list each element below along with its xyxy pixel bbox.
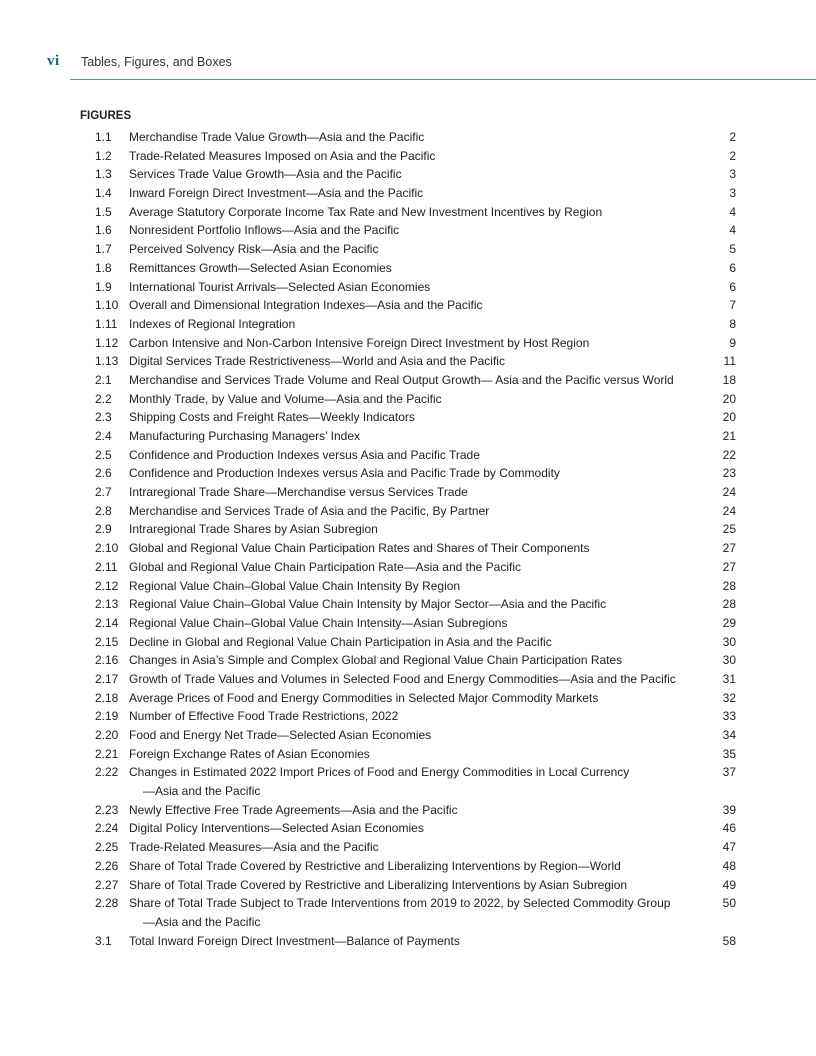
header-rule xyxy=(70,79,816,80)
figure-entry[interactable] xyxy=(0,128,816,147)
figure-title: Total Inward Foreign Direct Investment—Balance of Payments xyxy=(129,933,460,948)
figure-title: Regional Value Chain–Global Value Chain Intensity—Asian Subregions xyxy=(129,615,508,630)
figure-entry[interactable] xyxy=(0,745,816,764)
figure-number: 2.15 xyxy=(95,634,119,649)
figure-number: 2.24 xyxy=(95,821,119,836)
figure-page-number: 24 xyxy=(722,485,736,500)
figure-number: 1.2 xyxy=(95,148,112,163)
figure-entry[interactable] xyxy=(0,707,816,726)
figure-number: 2.19 xyxy=(95,709,119,724)
figure-number: 2.26 xyxy=(95,858,119,873)
figure-page-number: 48 xyxy=(722,858,736,873)
figure-title: Monthly Trade, by Value and Volume—Asia and the Pacific xyxy=(129,391,442,406)
figure-number: 2.22 xyxy=(95,765,119,780)
figure-number: 2.2 xyxy=(95,391,112,406)
figure-page-number: 30 xyxy=(722,634,736,649)
figure-title: Growth of Trade Values and Volumes in Selected Food and Energy Commodities—Asia and the Pacific xyxy=(129,671,676,686)
figure-title: Changes in Asia’s Simple and Complex Global and Regional Value Chain Participation Rates xyxy=(129,653,623,668)
figure-page-number: 23 xyxy=(722,466,736,481)
figure-title: Merchandise and Services Trade Volume and Real Output Growth— Asia and the Pacific versus World xyxy=(129,372,674,387)
figure-number: 2.21 xyxy=(95,746,119,761)
figure-page-number: 6 xyxy=(729,279,736,294)
figure-page-number: 22 xyxy=(722,447,736,462)
figure-entry[interactable] xyxy=(0,819,816,838)
figure-entry[interactable] xyxy=(0,446,816,465)
figure-entry[interactable] xyxy=(0,203,816,222)
figure-number: 2.18 xyxy=(95,690,119,705)
figure-page-number: 32 xyxy=(722,690,736,705)
figure-title: Trade-Related Measures Imposed on Asia and the Pacific xyxy=(129,148,436,163)
figure-title: Merchandise Trade Value Growth—Asia and the Pacific xyxy=(129,130,425,144)
figure-entry[interactable] xyxy=(0,520,816,539)
figure-entry[interactable] xyxy=(0,240,816,259)
page-header xyxy=(0,0,816,80)
figure-entry[interactable] xyxy=(0,651,816,670)
figure-page-number: 47 xyxy=(722,840,736,855)
figure-entry[interactable] xyxy=(0,670,816,689)
figure-number: 2.25 xyxy=(95,840,119,855)
figure-number: 1.9 xyxy=(95,279,112,294)
section-title: FIGURES xyxy=(80,110,132,122)
figure-entry[interactable] xyxy=(0,427,816,446)
figure-title: Confidence and Production Indexes versus Asia and Pacific Trade by Commodity xyxy=(129,466,560,481)
figure-page-number: 31 xyxy=(722,671,736,686)
figure-entry[interactable] xyxy=(0,221,816,240)
figure-entry[interactable] xyxy=(0,932,816,951)
figure-entry[interactable] xyxy=(0,464,816,483)
figure-page-number: 8 xyxy=(729,316,736,331)
figure-title: Regional Value Chain–Global Value Chain Intensity By Region xyxy=(129,578,461,593)
figure-number: 3.1 xyxy=(95,933,112,948)
figure-number: 1.7 xyxy=(95,242,112,257)
figure-title: Share of Total Trade Covered by Restrictive and Liberalizing Interventions by Asian Subregion xyxy=(129,877,628,892)
figure-page-number: 11 xyxy=(723,354,736,369)
figure-number: 1.6 xyxy=(95,223,112,238)
figure-title: Perceived Solvency Risk—Asia and the Pacific xyxy=(129,242,379,257)
figure-entry[interactable] xyxy=(0,595,816,614)
figure-entry[interactable] xyxy=(0,502,816,521)
figure-page-number: 58 xyxy=(722,933,736,948)
figure-title: Food and Energy Net Trade—Selected Asian Economies xyxy=(129,728,432,742)
figure-number: 2.11 xyxy=(95,559,118,574)
figure-entry[interactable] xyxy=(0,184,816,203)
figure-page-number: 4 xyxy=(729,204,736,219)
figure-page-number: 29 xyxy=(722,615,736,630)
figure-number: 2.12 xyxy=(95,578,119,593)
figure-entry[interactable] xyxy=(0,315,816,334)
figure-title: Remittances Growth—Selected Asian Economies xyxy=(129,260,392,275)
figure-entry[interactable] xyxy=(0,296,816,315)
figure-page-number: 2 xyxy=(729,130,736,144)
figure-page-number: 7 xyxy=(729,298,736,313)
figure-number: 1.8 xyxy=(95,260,112,275)
figure-title: Trade-Related Measures—Asia and the Pacific xyxy=(129,840,379,855)
figure-page-number: 18 xyxy=(722,372,736,387)
figure-entry[interactable] xyxy=(0,352,816,371)
figure-entry[interactable] xyxy=(0,278,816,297)
figure-page-number: 3 xyxy=(729,167,736,182)
figure-title: Merchandise and Services Trade of Asia and the Pacific, By Partner xyxy=(129,503,490,518)
figure-page-number: 4 xyxy=(729,223,736,238)
figure-number: 2.28 xyxy=(95,896,119,911)
page-number: vi xyxy=(47,53,60,69)
figure-number: 1.13 xyxy=(95,354,119,369)
figure-entry[interactable] xyxy=(0,614,816,633)
figure-title: Services Trade Value Growth—Asia and the Pacific xyxy=(129,167,402,182)
figure-title: Foreign Exchange Rates of Asian Economies xyxy=(129,746,370,761)
figure-entry[interactable] xyxy=(0,147,816,166)
figure-title: Confidence and Production Indexes versus Asia and Pacific Trade xyxy=(129,447,480,462)
running-head: Tables, Figures, and Boxes xyxy=(81,55,232,69)
figure-entry[interactable] xyxy=(0,558,816,577)
figure-title: Inward Foreign Direct Investment—Asia and the Pacific xyxy=(129,186,424,201)
figure-title: Share of Total Trade Subject to Trade Interventions from 2019 to 2022, by Selected Commodity Group xyxy=(129,896,671,911)
figure-title: Intraregional Trade Shares by Asian Subregion xyxy=(129,522,378,537)
figure-number: 2.9 xyxy=(95,522,112,537)
figure-entry[interactable] xyxy=(0,390,816,409)
figure-title: Changes in Estimated 2022 Import Prices of Food and Energy Commodities in Local Currency xyxy=(129,765,630,780)
figure-entry[interactable] xyxy=(0,633,816,652)
figure-page-number: 21 xyxy=(722,429,736,443)
figure-number: 2.14 xyxy=(95,615,119,630)
figure-number: 1.10 xyxy=(95,298,119,313)
figure-entry[interactable] xyxy=(0,876,816,895)
figure-title: Average Statutory Corporate Income Tax Rate and New Investment Incentives by Region xyxy=(129,204,603,219)
figure-number: 2.3 xyxy=(95,410,112,425)
figure-page-number: 33 xyxy=(722,709,736,724)
figure-title: Indexes of Regional Integration xyxy=(129,316,296,331)
figure-title: Shipping Costs and Freight Rates—Weekly Indicators xyxy=(129,410,415,425)
figure-page-number: 2 xyxy=(729,148,736,163)
figure-entry[interactable] xyxy=(0,894,816,931)
figure-number: 2.17 xyxy=(95,671,119,686)
figure-page-number: 25 xyxy=(722,522,736,537)
figure-entry[interactable] xyxy=(0,539,816,558)
figure-number: 2.1 xyxy=(95,372,112,387)
figure-entry[interactable] xyxy=(0,763,816,800)
figure-page-number: 30 xyxy=(722,653,736,668)
figure-title: Carbon Intensive and Non-Carbon Intensive Foreign Direct Investment by Host Region xyxy=(129,335,590,350)
figure-list xyxy=(0,128,816,950)
figure-page-number: 37 xyxy=(722,765,736,780)
figure-title: International Tourist Arrivals—Selected Asian Economies xyxy=(129,279,431,294)
figure-number: 2.6 xyxy=(95,466,112,481)
figure-title: Share of Total Trade Covered by Restrictive and Liberalizing Interventions by Region—World xyxy=(129,858,621,873)
figure-title: Regional Value Chain–Global Value Chain Intensity by Major Sector—Asia and the Pacific xyxy=(129,597,607,612)
figure-entry[interactable] xyxy=(0,838,816,857)
figure-number: 1.3 xyxy=(95,167,112,182)
figure-title: Decline in Global and Regional Value Chain Participation in Asia and the Pacific xyxy=(129,634,552,649)
figure-entry[interactable] xyxy=(0,371,816,390)
figure-number: 1.11 xyxy=(95,316,118,331)
figure-entry[interactable] xyxy=(0,259,816,278)
figure-page-number: 35 xyxy=(722,746,736,761)
figure-number: 2.4 xyxy=(95,429,112,443)
figure-page-number: 28 xyxy=(722,597,736,612)
figure-number: 2.7 xyxy=(95,485,112,500)
figure-number: 2.27 xyxy=(95,877,119,892)
figure-title: Number of Effective Food Trade Restrictions, 2022 xyxy=(129,709,399,724)
figure-number: 1.5 xyxy=(95,204,112,219)
figure-number: 2.5 xyxy=(95,447,112,462)
figure-title: Overall and Dimensional Integration Indexes—Asia and the Pacific xyxy=(129,298,483,313)
figure-page-number: 28 xyxy=(722,578,736,593)
figure-page-number: 49 xyxy=(722,877,736,892)
figure-number: 2.20 xyxy=(95,728,119,742)
figure-number: 2.8 xyxy=(95,503,112,518)
figure-entry[interactable] xyxy=(0,857,816,876)
figure-entry[interactable] xyxy=(0,801,816,820)
figure-page-number: 24 xyxy=(722,503,736,518)
figure-title: Manufacturing Purchasing Managers’ Index xyxy=(129,429,361,443)
figure-entry[interactable] xyxy=(0,408,816,427)
figure-entry[interactable] xyxy=(0,689,816,708)
figure-page-number: 6 xyxy=(729,260,736,275)
figure-number: 1.4 xyxy=(95,186,112,201)
figure-entry[interactable] xyxy=(0,483,816,502)
figure-title: Average Prices of Food and Energy Commodities in Selected Major Commodity Markets xyxy=(129,690,599,705)
figure-number: 1.12 xyxy=(95,335,119,350)
figure-page-number: 39 xyxy=(722,802,736,817)
figure-page-number: 46 xyxy=(722,821,736,836)
figure-entry[interactable] xyxy=(0,726,816,745)
figure-entry[interactable] xyxy=(0,165,816,184)
figure-page-number: 34 xyxy=(722,728,736,742)
figure-page-number: 9 xyxy=(729,335,736,350)
figure-page-number: 20 xyxy=(722,391,736,406)
figure-page-number: 3 xyxy=(729,186,736,201)
figure-number: 2.23 xyxy=(95,802,119,817)
figure-page-number: 27 xyxy=(722,559,736,574)
figure-title-continuation: —Asia and the Pacific xyxy=(143,914,261,929)
figure-number: 2.16 xyxy=(95,653,119,668)
figure-title: Global and Regional Value Chain Participation Rates and Shares of Their Components xyxy=(129,541,590,556)
figure-title: Nonresident Portfolio Inflows—Asia and the Pacific xyxy=(129,223,400,238)
figure-page-number: 50 xyxy=(722,896,736,911)
figure-title-continuation: —Asia and the Pacific xyxy=(143,784,261,799)
figure-page-number: 27 xyxy=(722,541,736,556)
figure-page-number: 5 xyxy=(729,242,736,257)
figure-title: Newly Effective Free Trade Agreements—Asia and the Pacific xyxy=(129,802,458,817)
figure-number: 1.1 xyxy=(95,130,112,144)
figure-title: Global and Regional Value Chain Participation Rate—Asia and the Pacific xyxy=(129,559,522,574)
figure-page-number: 20 xyxy=(722,410,736,425)
figure-number: 2.10 xyxy=(95,541,119,556)
figure-title: Digital Policy Interventions—Selected Asian Economies xyxy=(129,821,424,836)
figure-number: 2.13 xyxy=(95,597,119,612)
figure-title: Digital Services Trade Restrictiveness—World and Asia and the Pacific xyxy=(129,354,505,369)
figure-entry[interactable] xyxy=(0,334,816,353)
figure-title: Intraregional Trade Share—Merchandise versus Services Trade xyxy=(129,485,468,500)
figure-entry[interactable] xyxy=(0,577,816,596)
